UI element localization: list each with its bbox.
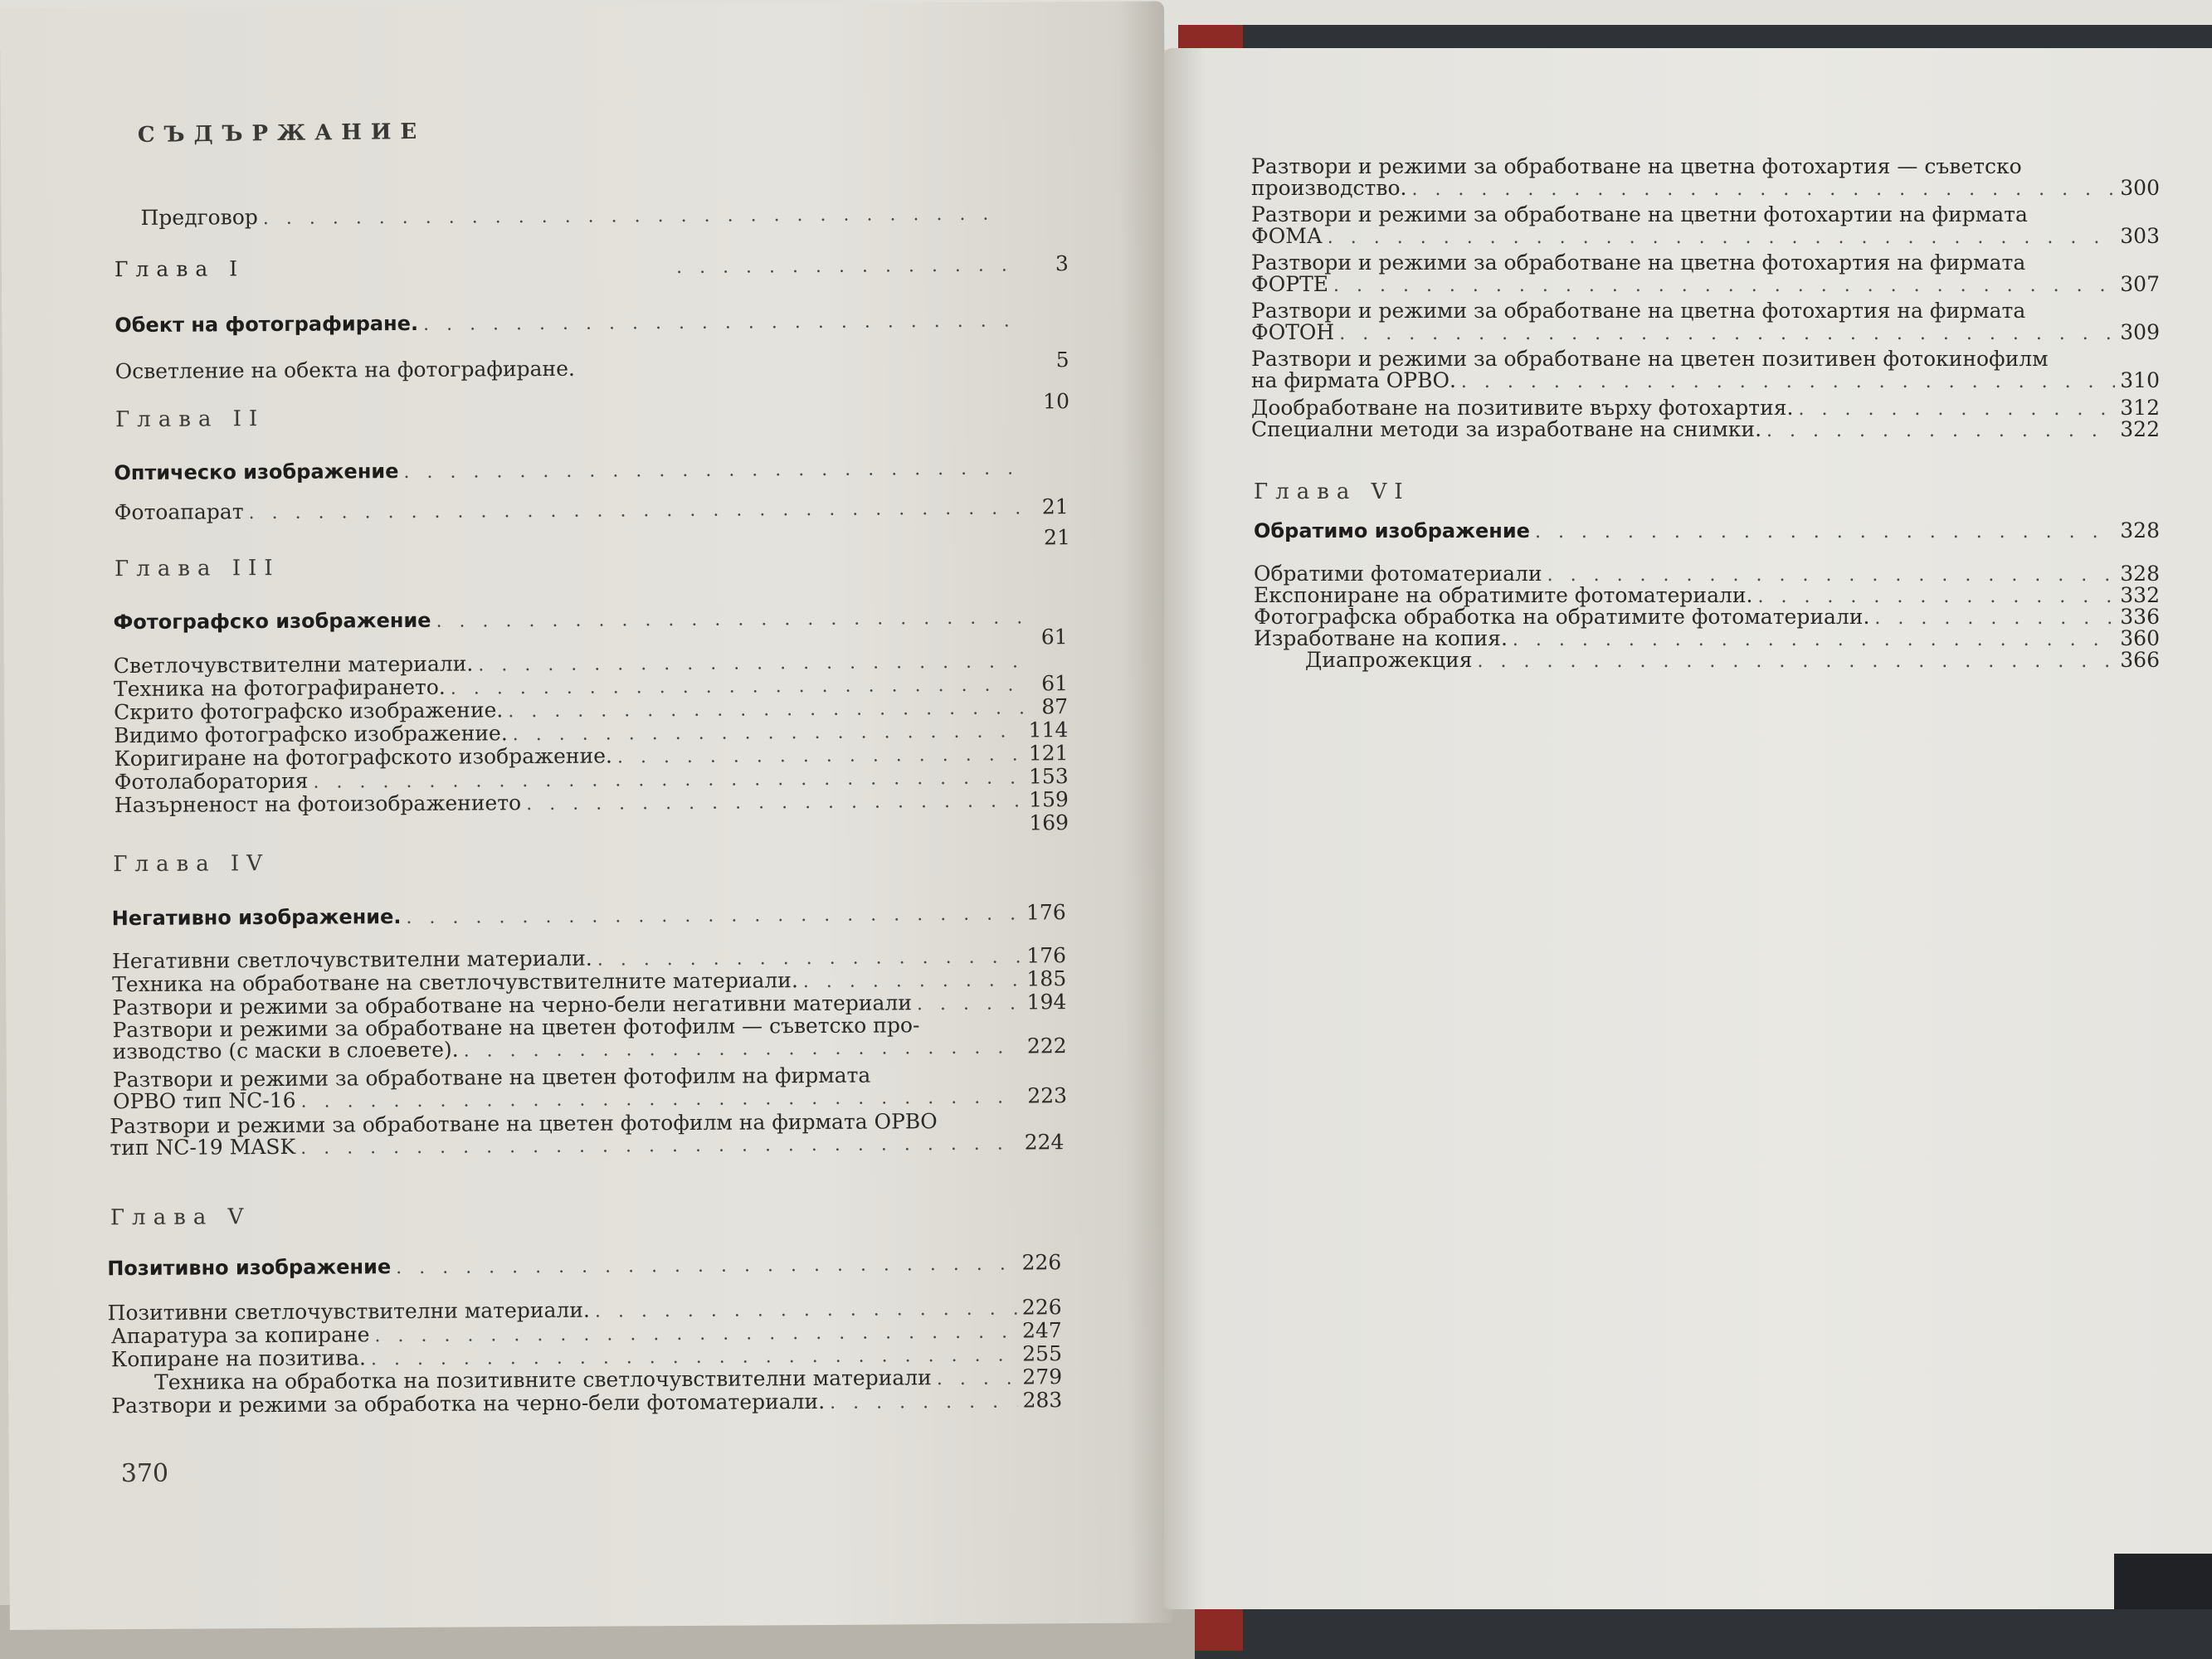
toc-entry-title: Изработване на копия. xyxy=(1254,626,1508,650)
toc-entry-multiline xyxy=(1251,300,2160,345)
dot-leader xyxy=(423,309,1024,335)
toc-entry-title-cont: производство. xyxy=(1251,176,1407,200)
chapter-title: Глава VI xyxy=(1254,479,1411,504)
toc-entry-page: 61 xyxy=(1041,671,1069,696)
toc-entry-page: 3 xyxy=(1055,251,1069,276)
toc-page-ref xyxy=(957,390,1069,413)
toc-page-ref xyxy=(959,811,1069,834)
toc-entry xyxy=(111,1389,1062,1418)
dot-leader xyxy=(1339,324,2115,345)
toc-entry-page: 360 xyxy=(2120,626,2160,650)
dot-leader xyxy=(1478,650,2115,673)
toc-entry-title: Светлочувствителни материали. xyxy=(113,651,474,679)
toc-entry-multiline xyxy=(110,1110,1064,1160)
dot-leader xyxy=(1535,521,2115,543)
toc-entry-title: Осветление на обекта на фотографиране. xyxy=(114,356,575,384)
toc-entry-title-cont: изводство (с маски в слоевете). xyxy=(112,1037,459,1064)
dot-leader xyxy=(917,993,1022,1016)
dot-leader xyxy=(526,790,1024,815)
toc-entry-page: 153 xyxy=(1028,764,1069,789)
dot-leader xyxy=(803,970,1021,994)
toc-page-ref xyxy=(957,526,1070,549)
toc-heading: СЪДЪРЖАНИЕ xyxy=(137,119,426,148)
toc-entry-title: Копиране на позитива. xyxy=(110,1345,367,1372)
toc-entry-page: 61 xyxy=(1040,625,1068,649)
toc-entry-page: 194 xyxy=(1026,990,1067,1014)
dot-leader xyxy=(406,903,1021,930)
toc-entry-title: Разтвори и режими за обработване на цветни фотохартии на фирмата xyxy=(1251,202,2028,226)
toc-entry-title: Диапрожекция xyxy=(1305,648,1473,672)
toc-entry-page: 328 xyxy=(2120,562,2160,586)
page-number: 370 xyxy=(120,1458,169,1489)
toc-entry-page: 114 xyxy=(1028,718,1069,742)
toc-entry-title: Разтвори и режими за обработка на черно-бели фотоматериали. xyxy=(111,1389,826,1418)
toc-entry-title: Техника на обработване на светлочувствителните материали. xyxy=(112,968,798,997)
chapter-title: Глава III xyxy=(114,555,280,582)
toc-entry-title: Разтвори и режими за обработване на цветен фотофилм — съветско про- xyxy=(112,1013,920,1043)
toc-entry-page: 176 xyxy=(1026,943,1067,968)
toc-entry xyxy=(114,495,1069,525)
toc-entry-page: 224 xyxy=(1024,1130,1065,1155)
toc-entry-title-cont: тип NC-19 MASK xyxy=(110,1134,296,1160)
toc-entry-title-cont: ОРВО тип NC-16 xyxy=(112,1087,296,1114)
toc-entry-title: Дообработване на позитивите върху фотохартия. xyxy=(1251,396,1794,420)
toc-entry-page: 169 xyxy=(1029,810,1069,835)
toc-entry-title: Специални методи за изработване на снимки. xyxy=(1251,417,1762,441)
toc-entry-page: 10 xyxy=(1043,389,1070,414)
toc-section xyxy=(1254,519,2160,543)
toc-entry-page: 336 xyxy=(2120,605,2160,629)
toc-entry-page: 21 xyxy=(1041,494,1069,519)
toc-section xyxy=(114,456,1068,485)
toc-entry-title: Разтвори и режими за обработване на черно-бели негативни материали xyxy=(112,990,913,1020)
toc-entry-title: Фотографска обработка на обратимите фотоматериали. xyxy=(1254,605,1870,629)
toc-entry-page: 247 xyxy=(1021,1318,1062,1343)
toc-entry-title: Фотоапарат xyxy=(114,499,244,525)
section-title: Обект на фотографиране. xyxy=(114,311,419,338)
toc-entry-title: Разтвори и режими за обработване на цветен позитивен фотокинофилм xyxy=(1251,347,2049,371)
toc-entry xyxy=(114,788,1069,818)
toc-entry-title: Разтвори и режими за обработване на цветна фотохартия на фирмата xyxy=(1251,299,2026,323)
left-page xyxy=(0,1,1174,1630)
toc-entry-page: 226 xyxy=(1021,1250,1062,1275)
toc-page-ref xyxy=(958,625,1068,649)
toc-entry-page: 310 xyxy=(2120,368,2160,392)
dot-leader xyxy=(1799,398,2116,421)
toc-section xyxy=(114,309,1069,338)
toc-entry-page: 223 xyxy=(1027,1083,1068,1108)
toc-entry-title-cont: на фирмата ОРВО. xyxy=(1251,368,1456,392)
toc-entry-title: Техника на фотографирането. xyxy=(113,674,446,702)
toc-entry-title: Обратими фотоматериали xyxy=(1254,562,1542,586)
toc-entry-title: Предговор xyxy=(140,205,258,230)
toc-entry-title: Разтвори и режими за обработване на цветна фотохартия — съветско xyxy=(1251,154,2022,178)
toc-entry-title-cont: ФОРТЕ xyxy=(1251,272,1328,296)
toc-entry-page: 255 xyxy=(1022,1341,1063,1366)
section-title: Позитивно изображение xyxy=(107,1255,392,1281)
toc-section xyxy=(107,1251,1061,1281)
toc-entry-page: 283 xyxy=(1022,1388,1063,1413)
toc-entry-page: 328 xyxy=(2120,518,2160,542)
dot-leader xyxy=(1328,227,2115,249)
toc-entry-title: Скрито фотографско изображение. xyxy=(114,698,504,725)
toc-entry-page: 303 xyxy=(2120,224,2160,248)
toc-entry-multiline xyxy=(1251,204,2160,249)
dot-leader xyxy=(403,457,1023,484)
chapter-title: Глава V xyxy=(110,1204,251,1231)
toc-entry-page: 279 xyxy=(1022,1365,1063,1389)
toc-entry xyxy=(1305,649,2160,673)
toc-entry xyxy=(140,201,1038,231)
toc-entry-page: 185 xyxy=(1026,966,1067,991)
toc-entry-page: 222 xyxy=(1026,1034,1067,1058)
toc-entry-title-cont: ФОТОН xyxy=(1251,320,1335,344)
toc-entry-title: Назърненост на фотоизображението xyxy=(114,791,522,818)
toc-entry-multiline xyxy=(113,1063,1067,1114)
toc-page-ref xyxy=(957,348,1069,372)
toc-entry-title: Видимо фотографско изображение. xyxy=(114,721,508,748)
toc-entry-page: 300 xyxy=(2120,176,2160,200)
toc-entry-page: 121 xyxy=(1028,741,1069,766)
dot-leader xyxy=(249,497,1024,524)
toc-entry-page: 307 xyxy=(2120,272,2160,296)
toc-chapter-row xyxy=(114,252,1069,282)
toc-entry-page: 21 xyxy=(1044,525,1071,550)
toc-entry-page: 87 xyxy=(1041,694,1069,719)
toc-entry-multiline xyxy=(1251,156,2160,201)
dot-leader xyxy=(1766,420,2115,442)
toc-entry xyxy=(1251,418,2160,442)
right-page xyxy=(1164,48,2212,1609)
chapter-title: Глава II xyxy=(114,406,266,433)
toc-entry-multiline xyxy=(1251,348,2160,393)
toc-entry-page: 176 xyxy=(1026,900,1066,925)
toc-entry-page: 366 xyxy=(2120,648,2160,672)
toc-section xyxy=(112,901,1066,931)
toc-entry-page: 312 xyxy=(2120,396,2160,420)
toc-entry-title: Разтвори и режими за обработване на цветен фотофилм на фирмата xyxy=(112,1063,871,1092)
dot-leader xyxy=(1333,275,2115,297)
dot-leader xyxy=(937,1368,1017,1391)
toc-entry-multiline xyxy=(1251,252,2160,297)
section-title: Оптическо изображение xyxy=(114,460,399,485)
chapter-title: Глава IV xyxy=(113,851,270,878)
dot-leader xyxy=(300,1134,1019,1160)
toc-entry xyxy=(115,357,696,382)
toc-entry-title: Техника на обработка на позитивните светлочувствителни материали xyxy=(154,1365,932,1394)
dot-leader xyxy=(464,1037,1022,1062)
toc-entry-title: Апаратура за копиране xyxy=(110,1322,370,1349)
toc-entry-page: 159 xyxy=(1029,787,1069,812)
section-title: Негативно изображение. xyxy=(111,905,402,931)
dot-leader xyxy=(830,1391,1017,1414)
toc-entry-title: Разтвори и режими за обработване на цветен фотофилм на фирмата ОРВО xyxy=(110,1109,938,1139)
toc-entry-title: Фотолаборатория xyxy=(114,768,309,795)
toc-entry-multiline xyxy=(112,1014,1066,1064)
toc-entry-title-cont: ФОМА xyxy=(1251,224,1323,248)
section-title: Обратимо изображение xyxy=(1254,519,1530,542)
dot-leader xyxy=(436,606,1022,632)
toc-entry-page: 332 xyxy=(2120,583,2160,607)
toc-entry-page: 309 xyxy=(2120,320,2160,344)
toc-section xyxy=(113,606,1067,635)
dot-leader xyxy=(263,203,994,230)
section-title: Фотографско изображение xyxy=(113,608,431,635)
toc-entry-title: Негативни светлочувствителни материали. xyxy=(111,946,592,974)
dot-leader xyxy=(1513,629,2115,651)
dot-leader xyxy=(1411,179,2115,201)
toc-entry-title: Позитивни светлочувствителни материали. xyxy=(107,1297,591,1326)
toc-entry-title: Разтвори и режими за обработване на цветна фотохартия на фирмата xyxy=(1251,251,2026,275)
dot-leader xyxy=(1874,607,2115,630)
dot-leader xyxy=(1461,372,2115,393)
dot-leader xyxy=(396,1253,1016,1280)
toc-entry-page: 322 xyxy=(2120,417,2160,441)
toc-entry-page: 226 xyxy=(1021,1295,1062,1320)
toc-entry-title: Коригиране на фотографското изображение. xyxy=(114,743,613,771)
toc-entry-title: Експониране на обратимите фотоматериали. xyxy=(1254,583,1753,607)
toc-entry-page: 5 xyxy=(1055,348,1069,372)
chapter-title: Глава I xyxy=(114,256,246,282)
dot-leader xyxy=(676,254,1024,279)
